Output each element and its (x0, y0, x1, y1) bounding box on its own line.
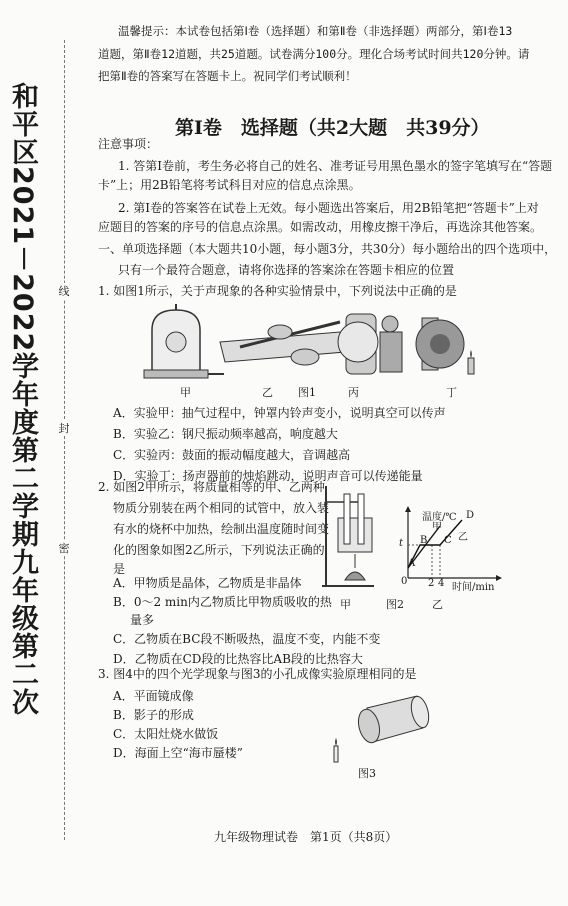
binding-label-seal: 封 (58, 422, 70, 435)
q3-option-d: D．海面上空“海市蜃楼” (113, 746, 243, 760)
q2-stem-line5: 是 (113, 562, 126, 576)
graph-series-yi: 乙 (458, 532, 468, 543)
binding-line (64, 40, 65, 840)
note-2a: 2. 第Ⅰ卷的答案答在试卷上无效。每小题选出答案后，用2B铅笔把“答题卡”上对 (118, 201, 539, 215)
q1-label-jia: 甲 (180, 386, 191, 399)
q1-label-yi: 乙 (262, 386, 273, 399)
q1-option-b: B．实验乙：钢尺振动频率越高，响度越大 (113, 427, 338, 441)
binding-label-line: 线 (58, 285, 70, 298)
section-title: 第Ⅰ卷 选择题（共2大题 共39分） (175, 117, 490, 139)
q2-option-a: A．甲物质是晶体，乙物质是非晶体 (113, 576, 302, 590)
q2-stem-line3: 有水的烧杯中加热，绘制出温度随时间变 (113, 522, 330, 536)
ruler-illustration (220, 322, 345, 365)
q1-stem: 1. 如图1所示，关于声现象的各种实验情景中，下列说法中正确的是 (98, 284, 457, 298)
drum-illustration (338, 314, 402, 374)
q2-label-yi: 乙 (432, 598, 443, 611)
q3-option-c: C．太阳灶烧水做饭 (113, 727, 219, 741)
graph-t-label: t (399, 538, 404, 549)
graph-xlabel: 时间/min (452, 582, 495, 593)
q3-pinhole-figure (325, 694, 435, 774)
q2-stem-line2: 物质分别装在两个相同的试管中，放入装 (113, 501, 330, 515)
note-1b: 卡”上；用2B铅笔将考试科目对应的信息点涂黑。 (98, 178, 361, 192)
q2-option-d: D．乙物质在CD段的比热容比AB段的比热容大 (113, 652, 363, 666)
q3-option-b: B．影子的形成 (113, 708, 194, 722)
q2-option-b-line2: 量多 (130, 613, 155, 627)
header-tip-line3: 把第Ⅱ卷的答案写在答题卡上。祝同学们考试顺利！ (98, 69, 357, 83)
q2-option-c: C．乙物质在BC段不断吸热，温度不变，内能不变 (113, 632, 381, 646)
part1-line1: 一、单项选择题（本大题共10小题，每小题3分，共30分）每小题给出的四个选项中， (98, 242, 557, 256)
q2-label-jia: 甲 (340, 598, 351, 611)
page-footer: 九年级物理试卷 第1页（共8页） (214, 830, 398, 844)
speaker-candle-illustration (416, 318, 474, 374)
note-2b: 应题目的答案的序号的信息点涂黑。如需改动，用橡皮擦干净后，再选涂其他答案。 (98, 220, 543, 234)
graph-ylabel: 温度/℃ (422, 512, 457, 523)
q2-apparatus-figure (318, 482, 378, 592)
note-1a: 1. 答第Ⅰ卷前，考生务必将自己的姓名、准考证号用黑色墨水的签字笔填写在“答题 (118, 159, 553, 173)
graph-point-c: C (444, 535, 452, 546)
q1-option-d: D．实验丁：扬声器前的烛焰跳动，说明声音可以传递能量 (113, 469, 423, 483)
graph-series-jia: 甲 (432, 522, 442, 533)
q1-option-a: A．实验甲：抽气过程中，钟罩内铃声变小，说明真空可以传声 (113, 406, 446, 420)
q2-option-b-line1: B．0～2 min内乙物质比甲物质吸收的热 (113, 595, 332, 609)
graph-origin: 0 (401, 576, 408, 587)
q1-figure-illustrations (140, 302, 480, 392)
q1-option-c: C．实验丙：鼓面的振动幅度越大，音调越高 (113, 448, 351, 462)
q3-stem: 3. 图4中的四个光学现象与图3的小孔成像实验原理相同的是 (98, 667, 417, 681)
graph-tick-2: 2 (428, 578, 435, 589)
side-exam-title: 和平区2021－2022学年度第二学期九年级第二次 (7, 82, 38, 717)
q2-fig-caption: 图2 (386, 598, 404, 611)
header-tip-line2: 道题，第Ⅱ卷12道题，共25道题。试卷满分100分。理化合场考试时间共120分钟。请 (98, 47, 530, 61)
q1-fig-caption: 图1 (298, 386, 316, 399)
graph-tick-4: 4 (438, 578, 445, 589)
graph-point-d: D (466, 510, 475, 521)
q3-fig-caption: 图3 (358, 767, 376, 780)
bell-jar-illustration (144, 304, 224, 378)
part1-line2: 只有一个最符合题意，请将你选择的答案涂在答题卡相应的位置 (118, 263, 455, 277)
q2-stem-line4: 化的图象如图2乙所示，下列说法正确的 (113, 543, 325, 557)
q3-option-a: A．平面镜成像 (113, 689, 194, 703)
q1-label-bing: 丙 (348, 386, 359, 399)
graph-point-b: B (420, 535, 428, 546)
header-tip-line1: 温馨提示：本试卷包括第Ⅰ卷（选择题）和第Ⅱ卷（非选择题）两部分，第Ⅰ卷13 (118, 24, 513, 38)
binding-label-close: 密 (58, 542, 70, 555)
notes-heading: 注意事项： (98, 137, 159, 151)
q2-stem-line1: 2. 如图2甲所示，将质量相等的甲、乙两种 (98, 480, 325, 494)
graph-point-a: A (408, 558, 416, 569)
q1-label-ding: 丁 (446, 386, 457, 399)
